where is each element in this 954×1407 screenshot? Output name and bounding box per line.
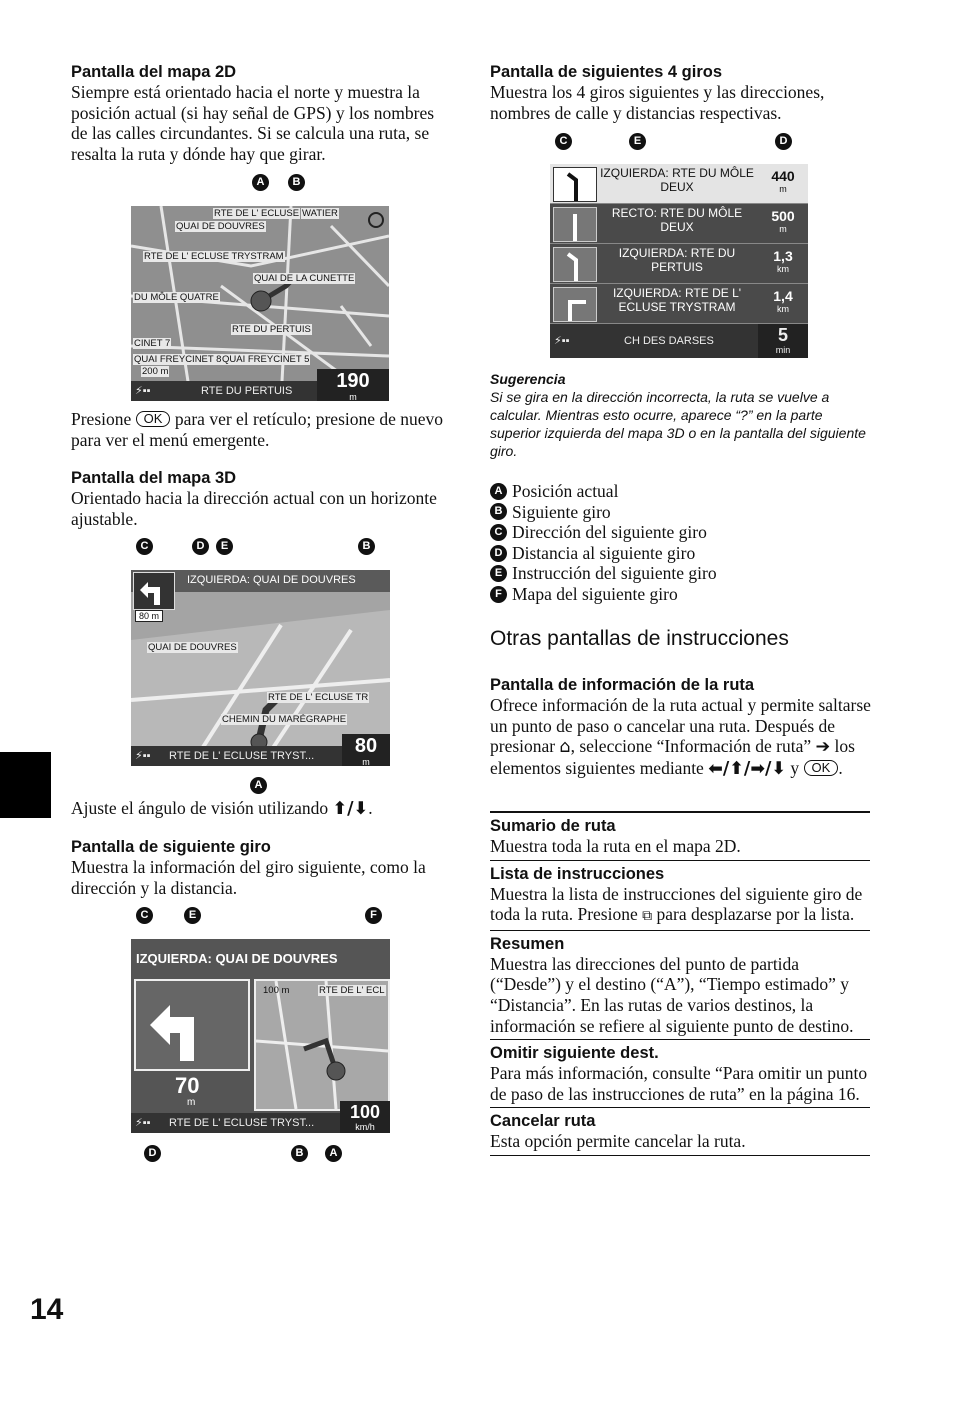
time-value: 5 <box>777 325 788 345</box>
badge-c: C <box>490 524 507 541</box>
turn-text: IZQUIERDA: RTE DU PERTUIS <box>618 246 736 274</box>
turn-distance-unit: km <box>777 264 789 274</box>
row-text: Esta opción permite cancelar la ruta. <box>490 1131 746 1152</box>
instruction-text: IZQUIERDA: QUAI DE DOUVRES <box>136 951 338 966</box>
nextturn-figure <box>131 907 393 1165</box>
badge-d: D <box>490 545 507 562</box>
badge-b: B <box>358 538 375 555</box>
routeinfo-text-2: , seleccione “Información de ruta” <box>570 736 812 757</box>
distance-value: 80 <box>354 735 378 757</box>
badge-a: A <box>252 174 269 191</box>
badge-c: C <box>136 538 153 555</box>
badge-f: F <box>490 586 507 603</box>
legend-item <box>490 563 870 584</box>
map3d-title: Pantalla del mapa 3D <box>71 469 237 487</box>
turns4-body: Muestra los 4 giros siguientes y las direcciones, nombres de calle y distancias respectivas. <box>490 82 825 123</box>
nextturn-title: Pantalla de siguiente giro <box>71 838 271 856</box>
arrow-right-icon: ➔ <box>815 737 831 758</box>
row-title: Omitir siguiente dest. <box>490 1044 659 1063</box>
table-row <box>490 1107 870 1155</box>
section-tab <box>0 752 51 818</box>
legend-item <box>490 584 870 605</box>
routeinfo-body: Ofrece información de la ruta actual y permite saltarse un punto de paso o cancelar una ruta. Después de presionar ⌂, seleccione “Información de ruta” ➔ los elementos siguientes mediante ⬅/⬆/➡/⬇ y OK . <box>490 695 871 779</box>
legend-text: Distancia al siguiente giro <box>512 542 696 563</box>
legend-item <box>490 543 870 564</box>
gps-signal-icon: ⚡▪▪ <box>135 385 151 397</box>
map2d-figure <box>131 174 391 402</box>
turn-left-icon <box>553 167 597 202</box>
map-label: QUAI FREYCINET 5 <box>222 354 310 365</box>
map-label: RTE DE L' ECLUSE TR <box>268 692 369 703</box>
turn-row <box>550 284 808 324</box>
turn-distance <box>758 284 808 323</box>
table-row <box>490 811 870 860</box>
ok-button-icon: OK <box>136 411 171 427</box>
distance-unit: m <box>362 757 370 766</box>
legend-text: Mapa del siguiente giro <box>512 583 678 604</box>
turn-right-icon <box>553 287 597 322</box>
current-street: RTE DE L' ECLUSE TRYST... <box>169 750 315 762</box>
time-unit: min <box>775 345 791 355</box>
map2d-title: Pantalla del mapa 2D <box>71 63 237 81</box>
turn-row <box>550 204 808 244</box>
map-label: RTE DE L' ECLUSE TRYSTRAM <box>144 251 284 262</box>
next-turn-map <box>254 979 390 1111</box>
row-text: Muestra toda la ruta en el mapa 2D. <box>490 836 741 856</box>
row-text-pre: Muestra la lista de instrucciones del siguiente giro de toda la ruta. Presione <box>490 883 863 925</box>
options-table <box>490 811 870 1156</box>
turns4-section <box>490 62 870 123</box>
map-label: CHEMIN DU MARÉGRAPHE <box>222 714 347 725</box>
left-column <box>71 62 451 164</box>
current-street: RTE DU PERTUIS <box>201 385 293 397</box>
badge-d: D <box>775 133 792 150</box>
map-label: DU MÔLE QUATRE <box>134 292 219 303</box>
time-readout <box>758 324 808 358</box>
legend-item <box>490 502 870 523</box>
distance-value: 70 <box>175 1073 200 1098</box>
badge-e: E <box>490 565 507 582</box>
map3d-after-text: Ajuste el ángulo de visión utilizando <box>71 798 329 818</box>
turns4-figure <box>550 133 812 359</box>
map-label: RTE DE L' ECL <box>319 985 385 996</box>
map3d-section <box>71 468 451 529</box>
current-street: CH DES DARSES <box>624 335 714 347</box>
row-text: Para más información, consulte “Para omitir un punto de paso de las instrucciones de ruta” en la página 16. <box>490 1063 868 1104</box>
turn-left-icon <box>553 247 597 282</box>
row-title: Sumario de ruta <box>490 817 616 835</box>
turn-distance-value: 1,4 <box>773 288 793 304</box>
map2d-body: Siempre está orientado hacia el norte y muestra la posición actual (si hay señal de GPS) y los nombres de las calles circundantes. Si se calcula una ruta, se resalta la ruta y dónde hay que girar. <box>71 82 435 164</box>
list-scroll-icon: ⧉ <box>642 908 653 925</box>
row-title: Cancelar ruta <box>490 1112 596 1131</box>
speed-unit: km/h <box>355 1122 375 1132</box>
speed-readout <box>340 1101 390 1133</box>
routeinfo-title: Pantalla de información de la ruta <box>490 676 755 694</box>
up-down-arrow-icon: ⬆/⬇ <box>332 799 369 819</box>
scale-label: 200 m <box>142 366 169 377</box>
legend-text: Dirección del siguiente giro <box>512 522 707 543</box>
routeinfo-text-4: y <box>790 757 800 778</box>
distance-readout <box>317 369 389 401</box>
distance-box: 80 m <box>135 610 163 622</box>
row-title: Resumen <box>490 934 565 953</box>
legend-item <box>490 522 870 543</box>
legend-text: Posición actual <box>512 481 619 501</box>
distance-unit: m <box>349 392 357 401</box>
current-street: RTE DE L' ECLUSE TRYST... <box>169 1117 315 1129</box>
badge-c: C <box>136 907 153 924</box>
table-row <box>490 1039 870 1107</box>
map-label: QUAI DE DOUVRES <box>176 221 265 232</box>
map-label: CINET 7 <box>134 338 171 349</box>
straight-icon <box>553 207 597 242</box>
turn-arrow-icon <box>134 979 250 1071</box>
row-text: Muestra las direcciones del punto de partida (“Desde”) y el destino (“A”), “Tiempo estimado” y “Distancia”. En las rutas de varios destinos, la información se refiere al siguiente punto de destino. <box>490 953 854 1036</box>
routeinfo-text-1: Ofrece información de la ruta actual y permite saltarse un punto de paso o cancelar una ruta. Después de presionar <box>490 695 871 757</box>
badge-a: A <box>325 1145 342 1162</box>
badge-e: E <box>629 133 646 150</box>
turn-row <box>550 164 808 204</box>
map2d-screen <box>131 206 389 401</box>
legend <box>490 481 870 605</box>
routeinfo-text-3: los elementos siguientes mediante <box>490 736 855 778</box>
map-label: QUAI DE DOUVRES <box>148 642 237 653</box>
gps-signal-icon: ⚡▪▪ <box>554 335 570 347</box>
turns4-status-bar <box>550 324 808 358</box>
table-row <box>490 930 870 1039</box>
badge-c: C <box>555 133 572 150</box>
map3d-screen <box>131 570 390 766</box>
turn-distance-value: 500 <box>771 208 795 224</box>
turn-distance-unit: m <box>779 184 787 194</box>
gps-signal-icon: ⚡▪▪ <box>135 1117 151 1129</box>
distance-readout <box>342 734 390 766</box>
nextturn-section <box>71 837 451 898</box>
map-label: QUAI FREYCINET 8 <box>134 354 222 365</box>
map3d-body: Orientado hacia la dirección actual con un horizonte ajustable. <box>71 488 437 529</box>
badge-e: E <box>184 907 201 924</box>
badge-d: D <box>192 538 209 555</box>
badge-b: B <box>288 174 305 191</box>
legend-text: Instrucción del siguiente giro <box>512 563 717 584</box>
menu-house-icon: ⌂ <box>559 737 571 758</box>
map2d-after <box>71 409 451 450</box>
badge-a: A <box>490 483 507 500</box>
map3d-figure <box>131 538 393 794</box>
badge-b: B <box>291 1145 308 1162</box>
badge-d: D <box>144 1145 161 1162</box>
turn-text: IZQUIERDA: RTE DE L' ECLUSE TRYSTRAM <box>612 286 742 314</box>
turn-text: IZQUIERDA: RTE DU MÔLE DEUX <box>600 166 754 194</box>
turn-distance-unit: km <box>777 304 789 314</box>
nextturn-screen <box>131 939 390 1133</box>
turn-distance <box>758 204 808 243</box>
map-label: WATIER <box>302 208 338 219</box>
tip-title: Sugerencia <box>490 371 566 387</box>
section-title: Otras pantallas de instrucciones <box>490 627 789 650</box>
turn-distance-value: 1,3 <box>773 248 793 264</box>
distance-value: 190 <box>336 370 370 392</box>
turns4-title: Pantalla de siguientes 4 giros <box>490 63 722 81</box>
direction-arrows-icon: ⬅/⬆/➡/⬇ <box>708 758 787 779</box>
tip-box <box>490 370 870 460</box>
map-label: RTE DE L' ECLUSE <box>214 208 300 219</box>
row-text-post: para desplazarse por la lista. <box>656 904 855 925</box>
turn-distance <box>758 244 808 283</box>
badge-e: E <box>216 538 233 555</box>
ok-button-icon: OK <box>804 760 839 776</box>
turn-distance-value: 440 <box>771 168 795 184</box>
badge-b: B <box>490 503 507 520</box>
map3d-after: Ajuste el ángulo de visión utilizando ⬆/⬇. <box>71 798 373 819</box>
map-label: QUAI DE LA CUNETTE <box>254 273 355 284</box>
badge-a: A <box>250 777 267 794</box>
turns4-screen <box>550 164 808 358</box>
turn-distance <box>758 164 808 203</box>
map-label: RTE DU PERTUIS <box>232 324 311 335</box>
scale-label: 100 m <box>263 985 290 996</box>
instruction-text: IZQUIERDA: QUAI DE DOUVRES <box>187 574 356 586</box>
legend-item <box>490 481 870 502</box>
badge-f: F <box>365 907 382 924</box>
turn-distance-unit: m <box>779 224 787 234</box>
row-text <box>490 884 870 927</box>
table-row <box>490 860 870 930</box>
legend-text: Siguiente giro <box>512 501 611 522</box>
routeinfo-section <box>490 675 875 779</box>
turn-text: RECTO: RTE DU MÔLE DEUX <box>611 206 743 234</box>
page-number: 14 <box>30 1293 64 1326</box>
row-title: Lista de instrucciones <box>490 864 665 883</box>
turn-row <box>550 244 808 284</box>
distance-unit: m <box>187 1097 196 1108</box>
gps-signal-icon: ⚡▪▪ <box>135 750 151 762</box>
map2d-after-pre: Presione <box>71 409 132 429</box>
nextturn-body: Muestra la información del giro siguiente, como la dirección y la distancia. <box>71 857 426 898</box>
tip-body: Si se gira en la dirección incorrecta, la ruta se vuelve a calcular. Mientras esto ocurre, aparece “?” en la parte superior izquierda del mapa 3D o en la pantalla del siguiente giro. <box>490 389 866 459</box>
map2d-after-post: para ver el retículo; presione de nuevo para ver el menú emergente. <box>71 409 444 450</box>
speed-value: 100 <box>349 1102 381 1122</box>
